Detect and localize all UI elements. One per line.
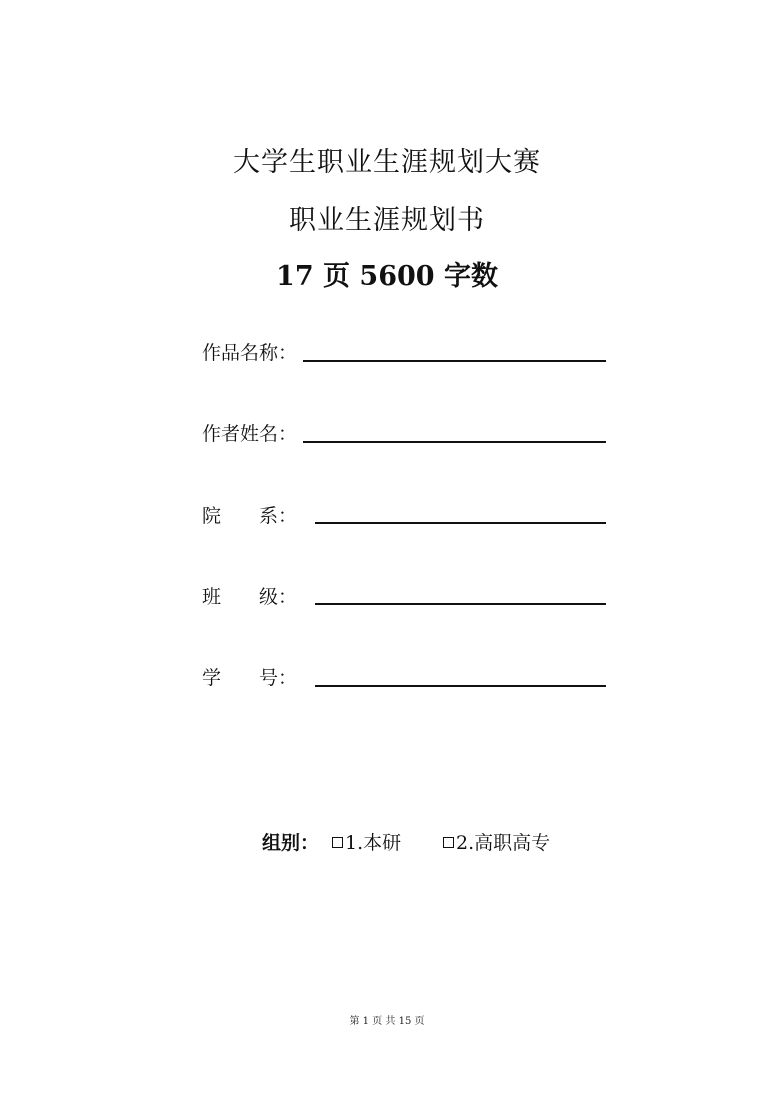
- author-name-label: 作者姓名：: [202, 423, 298, 445]
- page-word-count: 17 页 5600 字数: [276, 261, 498, 292]
- group-option-vocational-label: 2.高职高专: [456, 832, 551, 854]
- group-label: 组别：: [262, 832, 320, 854]
- group-option-vocational[interactable]: [443, 828, 550, 855]
- group-option-undergrad[interactable]: [332, 828, 401, 855]
- student-id-label: 学 号：: [202, 667, 298, 689]
- department-field[interactable]: [315, 522, 606, 524]
- student-id-field[interactable]: [315, 685, 606, 687]
- page-footer: 第 1 页 共 15 页: [349, 1016, 425, 1027]
- work-name-label: 作品名称：: [202, 342, 298, 364]
- author-name-field[interactable]: [303, 441, 606, 443]
- document-title: 职业生涯规划书: [289, 205, 485, 236]
- department-label: 院 系：: [202, 505, 298, 527]
- class-field[interactable]: [315, 603, 606, 605]
- contest-title: 大学生职业生涯规划大赛: [233, 147, 541, 178]
- checkbox-icon[interactable]: [443, 837, 454, 848]
- work-name-field[interactable]: [303, 360, 606, 362]
- checkbox-icon[interactable]: [332, 837, 343, 848]
- class-label: 班 级：: [202, 586, 298, 608]
- group-option-undergrad-label: 1.本研: [345, 832, 402, 854]
